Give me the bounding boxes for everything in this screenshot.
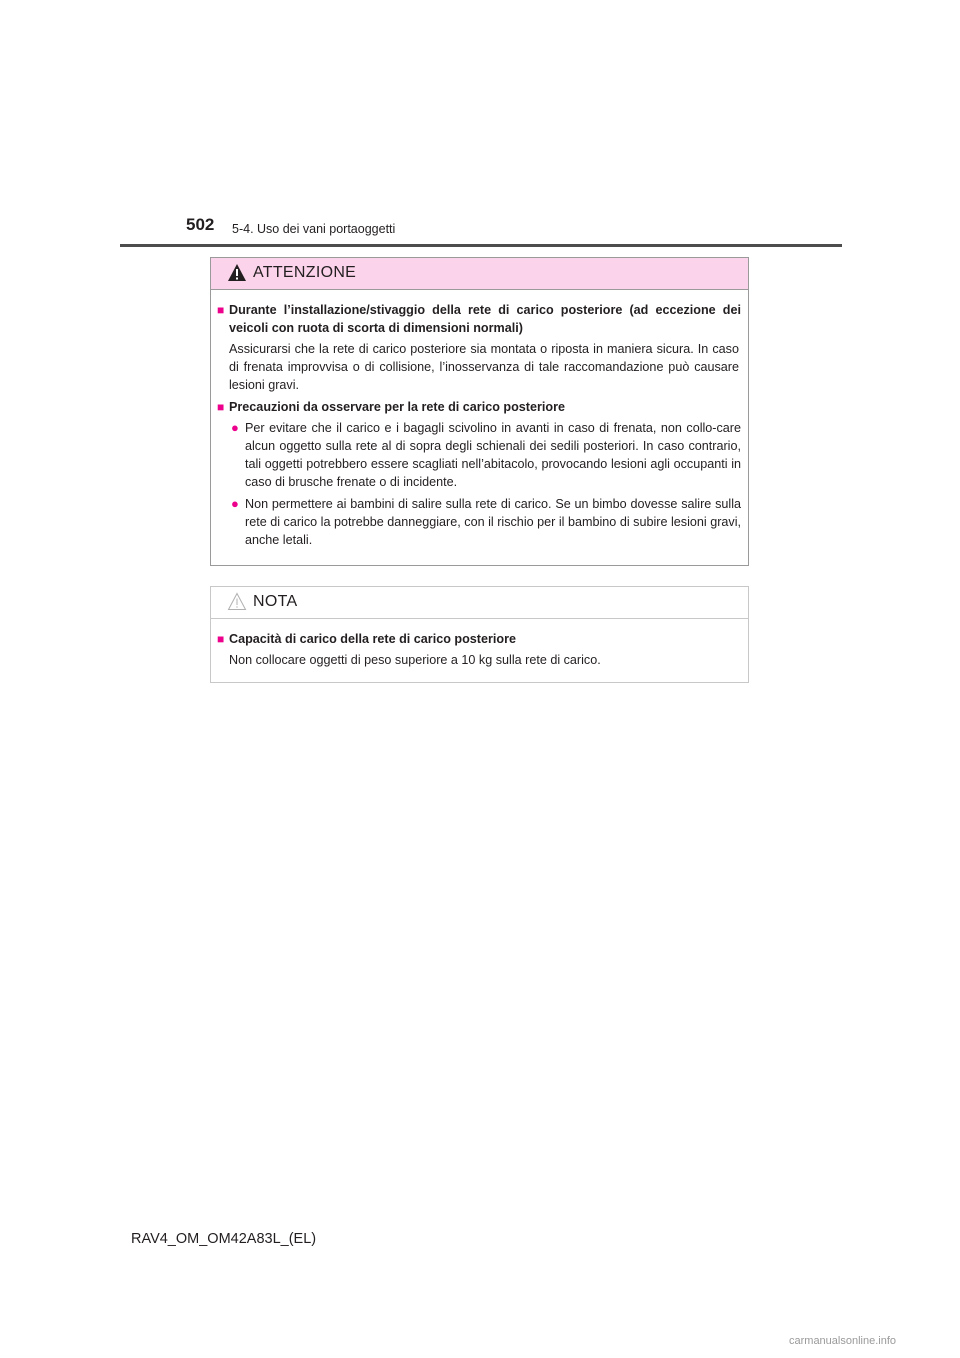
note-item-title: Capacità di carico della rete di carico posteriore: [229, 632, 516, 646]
note-box-body: [211, 619, 748, 669]
warning-item: [218, 301, 741, 394]
watermark: carmanualsonline.info: [789, 1335, 897, 1347]
note-item: [218, 630, 741, 669]
note-box: [210, 586, 749, 683]
section-title: 5-4. Uso dei vani portaoggetti: [232, 222, 396, 236]
warning-sub-bullet: [229, 495, 741, 549]
warning-sub-bullet: [229, 419, 741, 491]
warning-sub-bullet-text: Per evitare che il carico e i bagagli scivolino in avanti in caso di frenata, non collo-care alcun oggetto sulla rete al di sopra degli schienali dei sedili posteriori. In caso contrario, tali oggetti potrebbero essere scagliati nell’abitacolo, provocando lesioni agli occupanti in caso di brusche frenate o di incidente.: [245, 421, 741, 489]
circle-bullet-icon: ●: [231, 420, 239, 435]
warning-item-title: Durante l’installazione/stivaggio della rete di carico posteriore (ad eccezione dei veicoli con ruota di scorta di dimensioni normali): [229, 303, 741, 335]
warning-sub-bullet-text: Non permettere ai bambini di salire sulla rete di carico. Se un bimbo dovesse salire sulla rete di carico la potrebbe danneggiare, con il rischio per il bambino di subire lesioni gravi, anche letali.: [245, 497, 741, 547]
warning-item-text: Assicurarsi che la rete di carico posteriore sia montata o riposta in maniera sicura. In caso di frenata improvvisa o di collisione, l’inosservanza di tale raccomandazione può causare lesioni gravi.: [229, 342, 739, 392]
note-item-text: Non collocare oggetti di peso superiore a 10 kg sulla rete di carico.: [229, 653, 601, 667]
note-box-header: [211, 587, 748, 619]
square-bullet-icon: ■: [217, 303, 225, 317]
square-bullet-icon: ■: [217, 632, 225, 646]
warning-item-title: Precauzioni da osservare per la rete di carico posteriore: [229, 400, 565, 414]
note-box-title: NOTA: [253, 593, 298, 610]
circle-bullet-icon: ●: [231, 496, 239, 511]
square-bullet-icon: ■: [217, 400, 225, 414]
warning-item: [218, 398, 741, 549]
warning-triangle-icon: [227, 263, 247, 282]
warning-box: [210, 257, 749, 566]
document-id: RAV4_OM_OM42A83L_(EL): [131, 1231, 317, 1247]
header-divider: [120, 244, 842, 247]
caution-outline-triangle-icon: [227, 592, 247, 611]
warning-box-title: ATTENZIONE: [253, 264, 357, 281]
page-number: 502: [186, 215, 215, 234]
warning-box-header: [211, 258, 748, 290]
warning-box-body: [211, 290, 748, 549]
